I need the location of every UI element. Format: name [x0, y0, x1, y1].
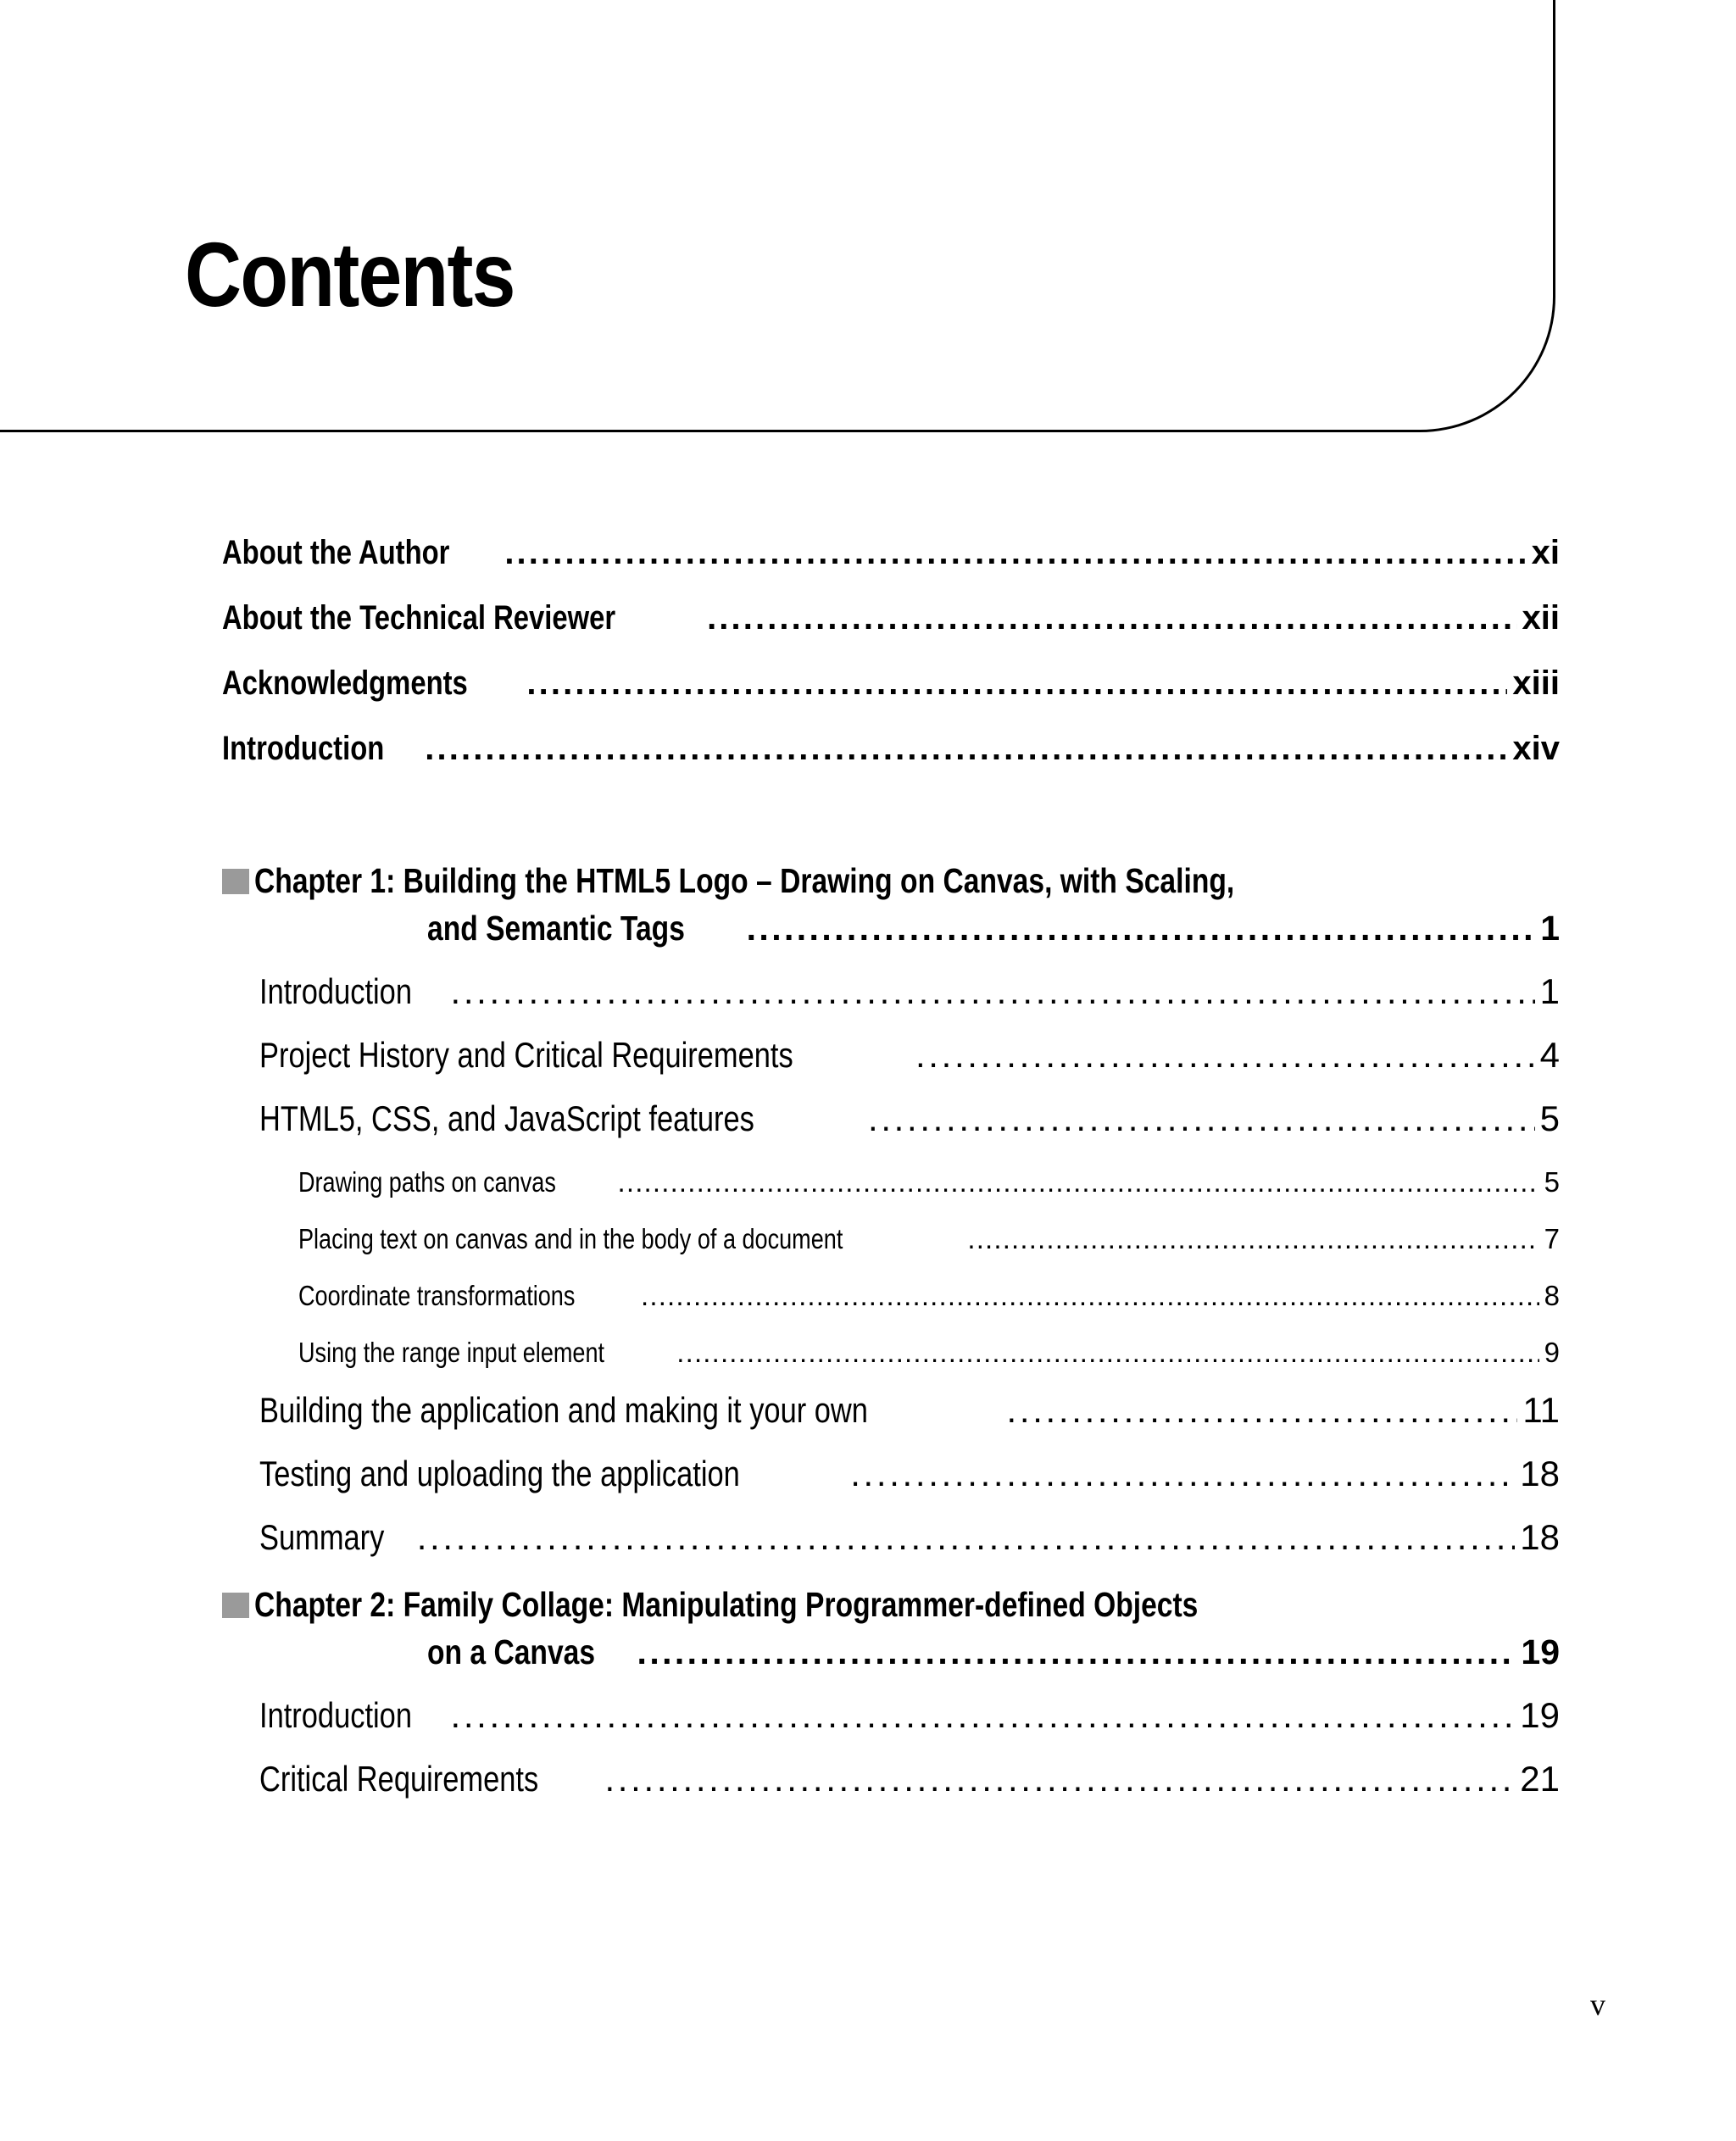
- toc-entry-page: 18: [1520, 1454, 1560, 1493]
- toc-entry-page: 18: [1520, 1517, 1560, 1557]
- chapter-1-heading[interactable]: [222, 861, 1449, 901]
- dot-leader: [618, 1166, 1539, 1198]
- chapter-1-title-line1: Chapter 1: Building the HTML5 Logo – Drawing on Canvas, with Scaling,: [254, 861, 1235, 900]
- chapter-1-title-line2: and Semantic Tags: [427, 909, 685, 948]
- toc-entry-label: Testing and uploading the application: [259, 1454, 740, 1493]
- chapter-2-title-line1: Chapter 2: Family Collage: Manipulating Programmer-defined Objects: [254, 1585, 1199, 1624]
- chapter-marker-icon: [222, 869, 249, 894]
- toc-entry-label: Coordinate transformations: [298, 1280, 576, 1311]
- toc-entry-page: 4: [1539, 1035, 1560, 1075]
- dot-leader: [967, 1223, 1538, 1255]
- toc-subsection-coordinate-transformations[interactable]: [298, 1280, 1560, 1312]
- toc-entry-label: Critical Requirements: [259, 1759, 539, 1799]
- toc-section-testing-uploading[interactable]: [259, 1454, 1560, 1494]
- toc-entry-page: xi: [1531, 534, 1560, 571]
- toc-subsection-placing-text[interactable]: [298, 1223, 1560, 1255]
- dot-leader: [425, 730, 1507, 768]
- toc-entry-page: 5: [1539, 1098, 1560, 1138]
- toc-section-introduction-ch2[interactable]: [259, 1695, 1560, 1736]
- dot-leader: [637, 1632, 1516, 1672]
- toc-entry-acknowledgments[interactable]: [222, 665, 1560, 703]
- dot-leader: [504, 534, 1526, 572]
- toc-entry-page: 21: [1520, 1759, 1560, 1799]
- dot-leader: [417, 1517, 1516, 1558]
- toc-entry-page: 5: [1544, 1166, 1560, 1198]
- chapter-2-page: 19: [1521, 1632, 1560, 1671]
- dot-leader: [450, 1695, 1515, 1736]
- dot-leader: [747, 909, 1536, 948]
- toc-entry-page: xii: [1522, 599, 1560, 637]
- toc-subsection-range-input[interactable]: [298, 1337, 1560, 1369]
- dot-leader: [676, 1337, 1538, 1369]
- page-title: Contents: [185, 223, 515, 325]
- chapter-1-page: 1: [1540, 909, 1560, 948]
- toc-section-html5-features[interactable]: [259, 1098, 1560, 1139]
- toc-entry-page: 19: [1520, 1695, 1560, 1735]
- toc-section-introduction[interactable]: [259, 971, 1560, 1012]
- dot-leader: [868, 1098, 1535, 1139]
- toc-entry-label: Acknowledgments: [222, 665, 468, 702]
- toc-entry-label: Drawing paths on canvas: [298, 1166, 556, 1198]
- toc-entry-about-reviewer[interactable]: [222, 599, 1560, 637]
- toc-entry-label: Introduction: [259, 1695, 412, 1735]
- toc-entry-page: 11: [1522, 1390, 1560, 1430]
- dot-leader: [526, 665, 1507, 703]
- toc-entry-label: Using the range input element: [298, 1337, 605, 1368]
- dot-leader: [915, 1035, 1535, 1076]
- toc-entry-page: 7: [1544, 1223, 1560, 1254]
- toc-section-summary[interactable]: [259, 1517, 1560, 1558]
- toc-entry-label: Project History and Critical Requirements: [259, 1035, 793, 1075]
- chapter-2-heading[interactable]: [222, 1585, 1405, 1625]
- page-number: v: [1590, 1988, 1605, 2021]
- toc-entry-label: About the Technical Reviewer: [222, 599, 616, 637]
- dot-leader: [707, 599, 1516, 637]
- toc-entry-label: About the Author: [222, 534, 450, 571]
- dot-leader: [641, 1280, 1539, 1312]
- toc-entry-label: Introduction: [259, 971, 412, 1011]
- toc-section-building-application[interactable]: [259, 1390, 1560, 1431]
- chapter-2-title-line2-row[interactable]: [427, 1632, 1560, 1672]
- toc-entry-label: Summary: [259, 1517, 385, 1557]
- toc-section-project-history[interactable]: [259, 1035, 1560, 1076]
- dot-leader: [1007, 1390, 1518, 1431]
- toc-entry-label: HTML5, CSS, and JavaScript features: [259, 1098, 754, 1138]
- toc-section-critical-requirements[interactable]: [259, 1759, 1560, 1799]
- dot-leader: [450, 971, 1534, 1012]
- chapter-marker-icon: [222, 1593, 249, 1618]
- dot-leader: [850, 1454, 1515, 1494]
- dot-leader: [604, 1759, 1515, 1799]
- toc-entry-page: 1: [1539, 971, 1560, 1011]
- toc-entry-page: xiii: [1512, 665, 1560, 702]
- toc-entry-introduction[interactable]: [222, 730, 1560, 768]
- toc-entry-label: Placing text on canvas and in the body of a document: [298, 1223, 843, 1254]
- toc-entry-about-author[interactable]: [222, 534, 1560, 572]
- chapter-2-title-line2: on a Canvas: [427, 1632, 596, 1671]
- toc-subsection-drawing-paths[interactable]: [298, 1166, 1560, 1198]
- toc-entry-label: Introduction: [222, 730, 385, 767]
- chapter-1-title-line2-row[interactable]: [427, 909, 1560, 948]
- toc-entry-page: xiv: [1512, 730, 1560, 767]
- toc-entry-page: 9: [1544, 1337, 1560, 1368]
- toc-entry-label: Building the application and making it your own: [259, 1390, 868, 1430]
- toc-entry-page: 8: [1544, 1280, 1560, 1311]
